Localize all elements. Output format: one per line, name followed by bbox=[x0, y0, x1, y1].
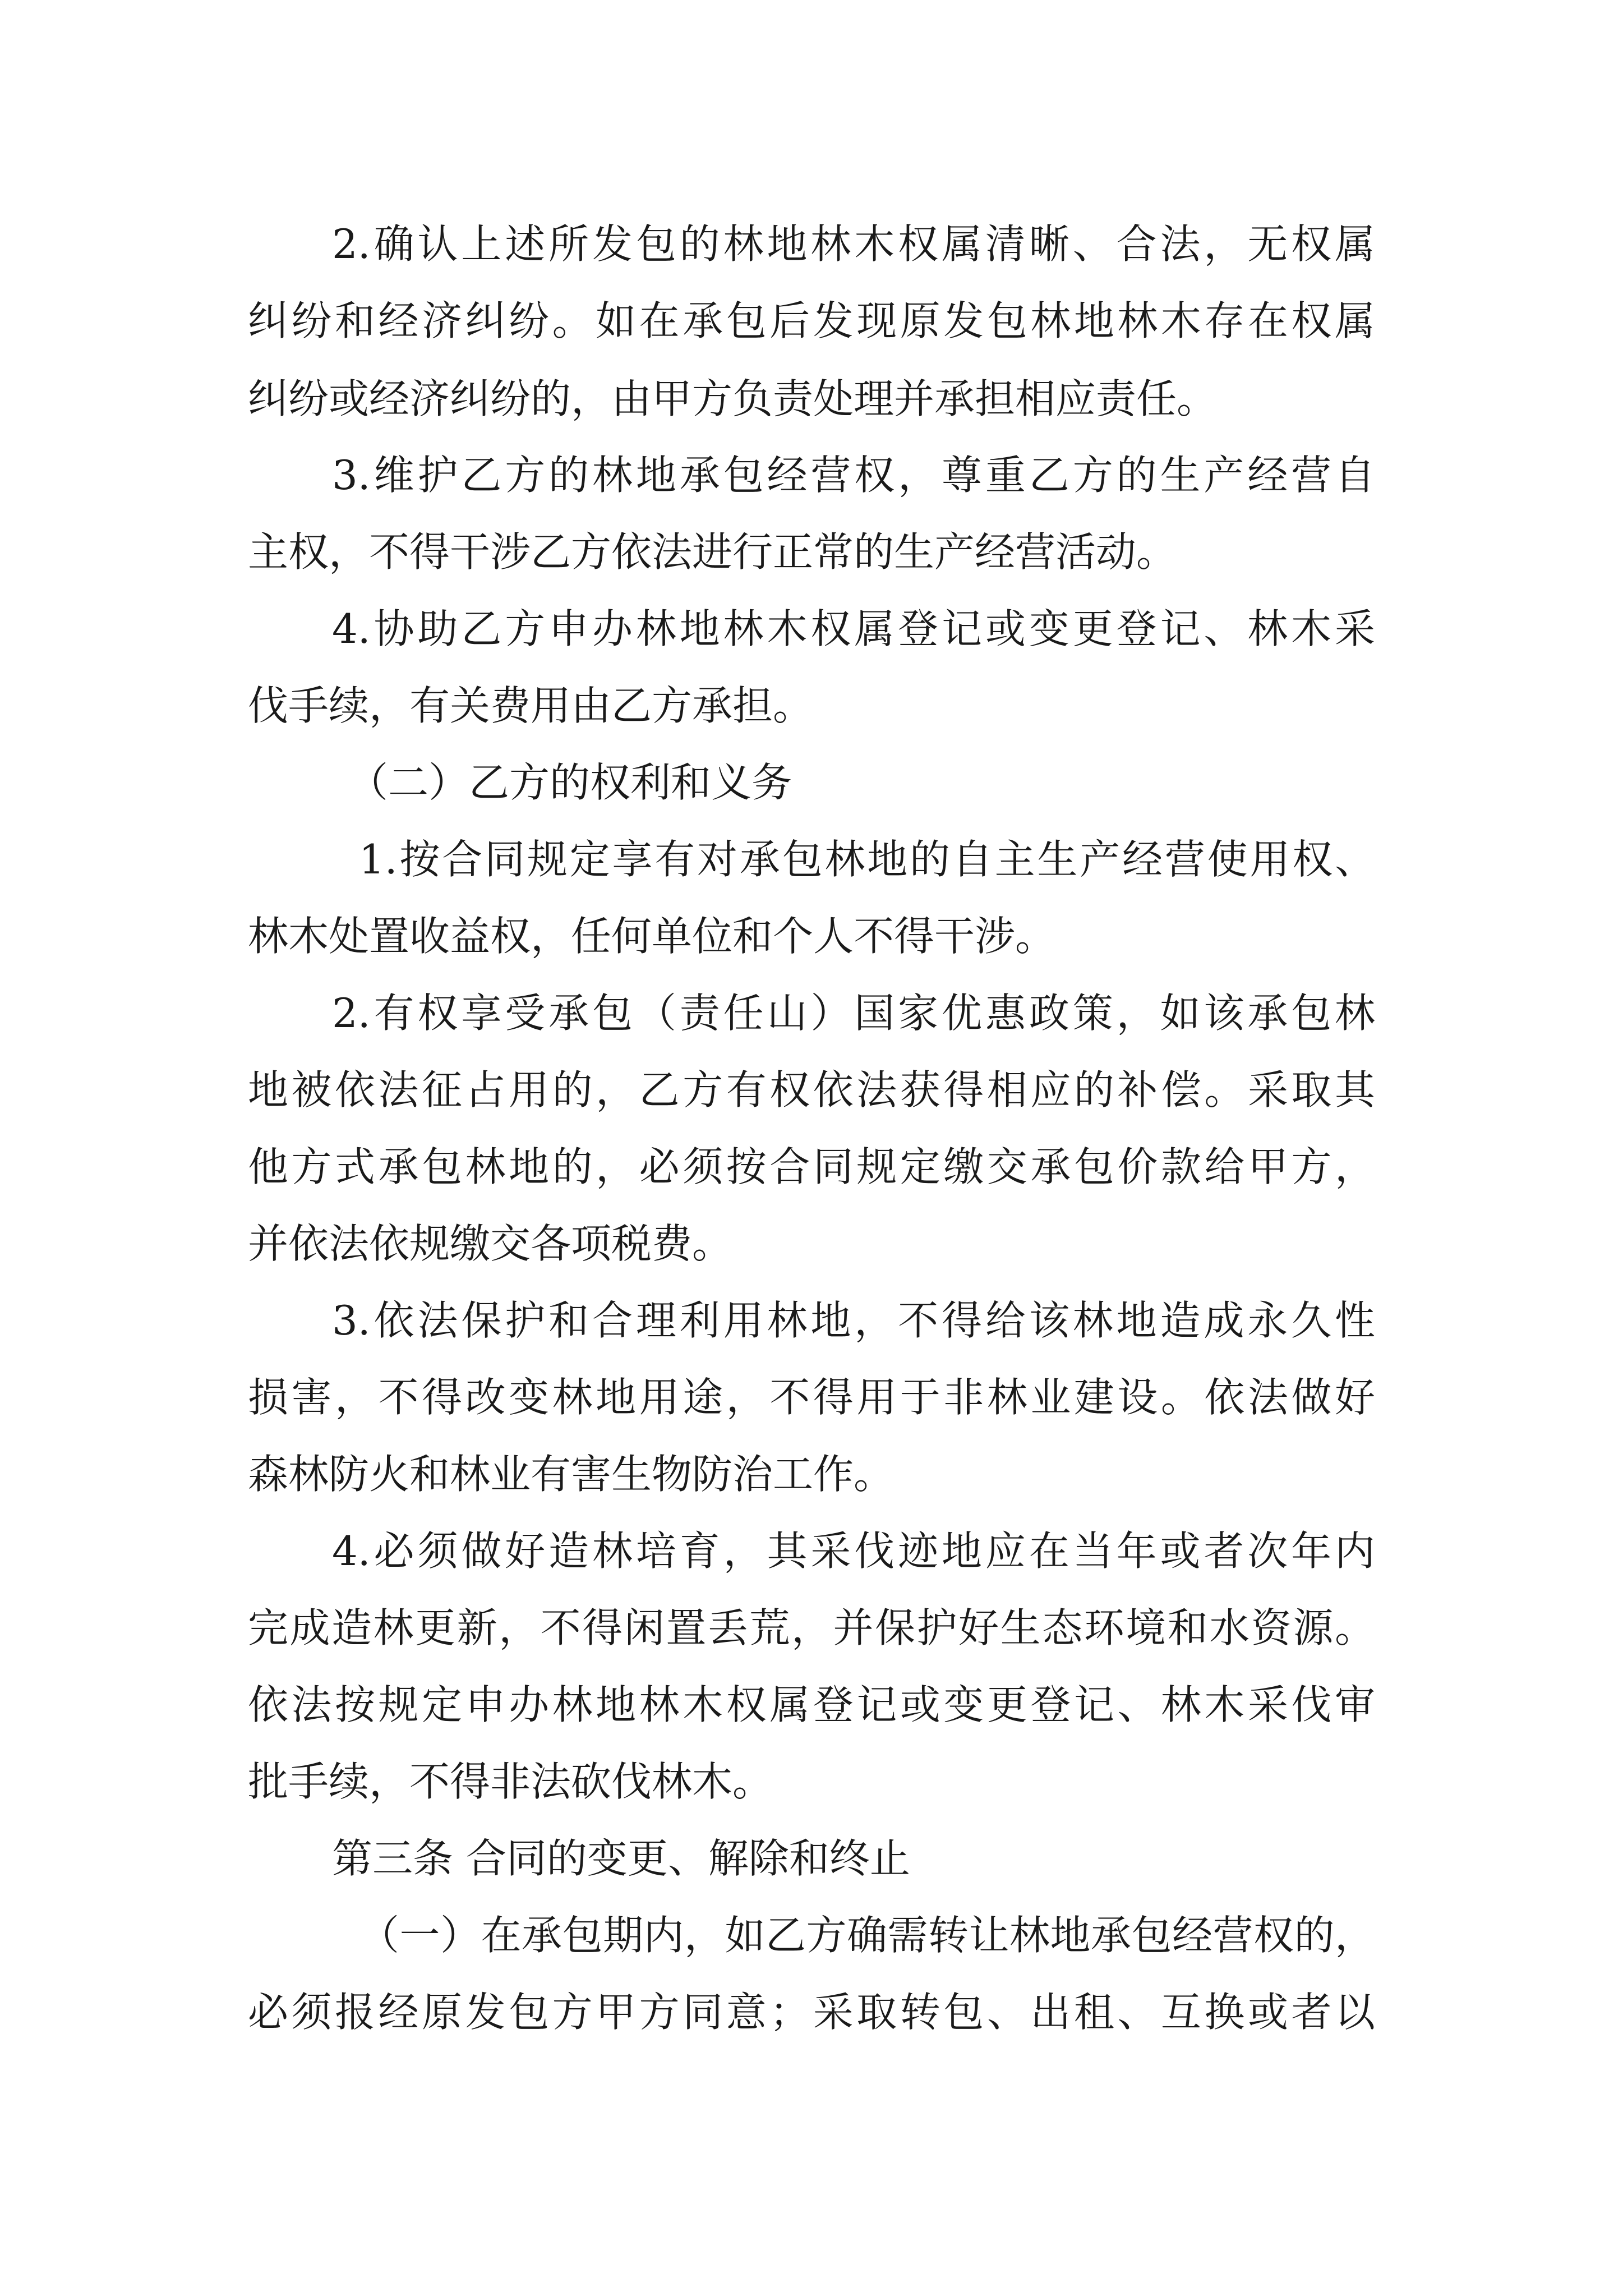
paragraph-6-line-1: 3.依法保护和合理利用林地，不得给该林地造成永久性 bbox=[332, 1297, 1375, 1344]
paragraph-1-line-1: 2.确认上述所发包的林地林木权属清晰、合法，无权属 bbox=[332, 220, 1375, 268]
paragraph-8-line-1: （一）在承包期内，如乙方确需转让林地承包经营权的， bbox=[359, 1912, 1375, 1959]
paragraph-1-line-3: 纠纷或经济纠纷的，由甲方负责处理并承担相应责任。 bbox=[248, 375, 1218, 422]
article-3-heading: 第三条 合同的变更、解除和终止 bbox=[332, 1835, 910, 1882]
paragraph-5-line-3: 他方式承包林地的，必须按合同规定缴交承包价款给甲方， bbox=[248, 1143, 1375, 1190]
paragraph-2-line-2: 主权，不得干涉乙方依法进行正常的生产经营活动。 bbox=[248, 528, 1177, 576]
paragraph-2-line-1: 3.维护乙方的林地承包经营权，尊重乙方的生产经营自 bbox=[332, 452, 1375, 499]
paragraph-3-line-1: 4.协助乙方申办林地林木权属登记或变更登记、林木采 bbox=[332, 605, 1375, 652]
paragraph-3-line-2: 伐手续，有关费用由乙方承担。 bbox=[248, 682, 814, 729]
paragraph-7-line-1: 4.必须做好造林培育，其采伐迹地应在当年或者次年内 bbox=[332, 1527, 1375, 1575]
paragraph-5-line-1: 2.有权享受承包（责任山）国家优惠政策，如该承包林 bbox=[332, 990, 1375, 1037]
paragraph-7-line-2: 完成造林更新，不得闲置丢荒，并保护好生态环境和水资源。 bbox=[248, 1604, 1375, 1651]
paragraph-6-line-3: 森林防火和林业有害生物防治工作。 bbox=[248, 1451, 895, 1498]
paragraph-1-line-2: 纠纷和经济纠纷。如在承包后发现原发包林地林木存在权属 bbox=[248, 297, 1375, 344]
paragraph-7-line-3: 依法按规定申办林地林木权属登记或变更登记、林木采伐审 bbox=[248, 1681, 1375, 1728]
paragraph-5-line-2: 地被依法征占用的，乙方有权依法获得相应的补偿。采取其 bbox=[248, 1066, 1375, 1114]
paragraph-7-line-4: 批手续，不得非法砍伐林木。 bbox=[248, 1758, 773, 1805]
paragraph-6-line-2: 损害，不得改变林地用途，不得用于非林业建设。依法做好 bbox=[248, 1374, 1375, 1421]
paragraph-8-line-2: 必须报经原发包方甲方同意；采取转包、出租、互换或者以 bbox=[248, 1989, 1375, 2036]
paragraph-4-line-1: 1.按合同规定享有对承包林地的自主生产经营使用权、 bbox=[359, 836, 1375, 883]
paragraph-5-line-4: 并依法依规缴交各项税费。 bbox=[248, 1220, 733, 1267]
paragraph-4-line-2: 林木处置收益权，任何单位和个人不得干涉。 bbox=[248, 913, 1056, 960]
section-heading-2: （二）乙方的权利和义务 bbox=[348, 759, 792, 806]
